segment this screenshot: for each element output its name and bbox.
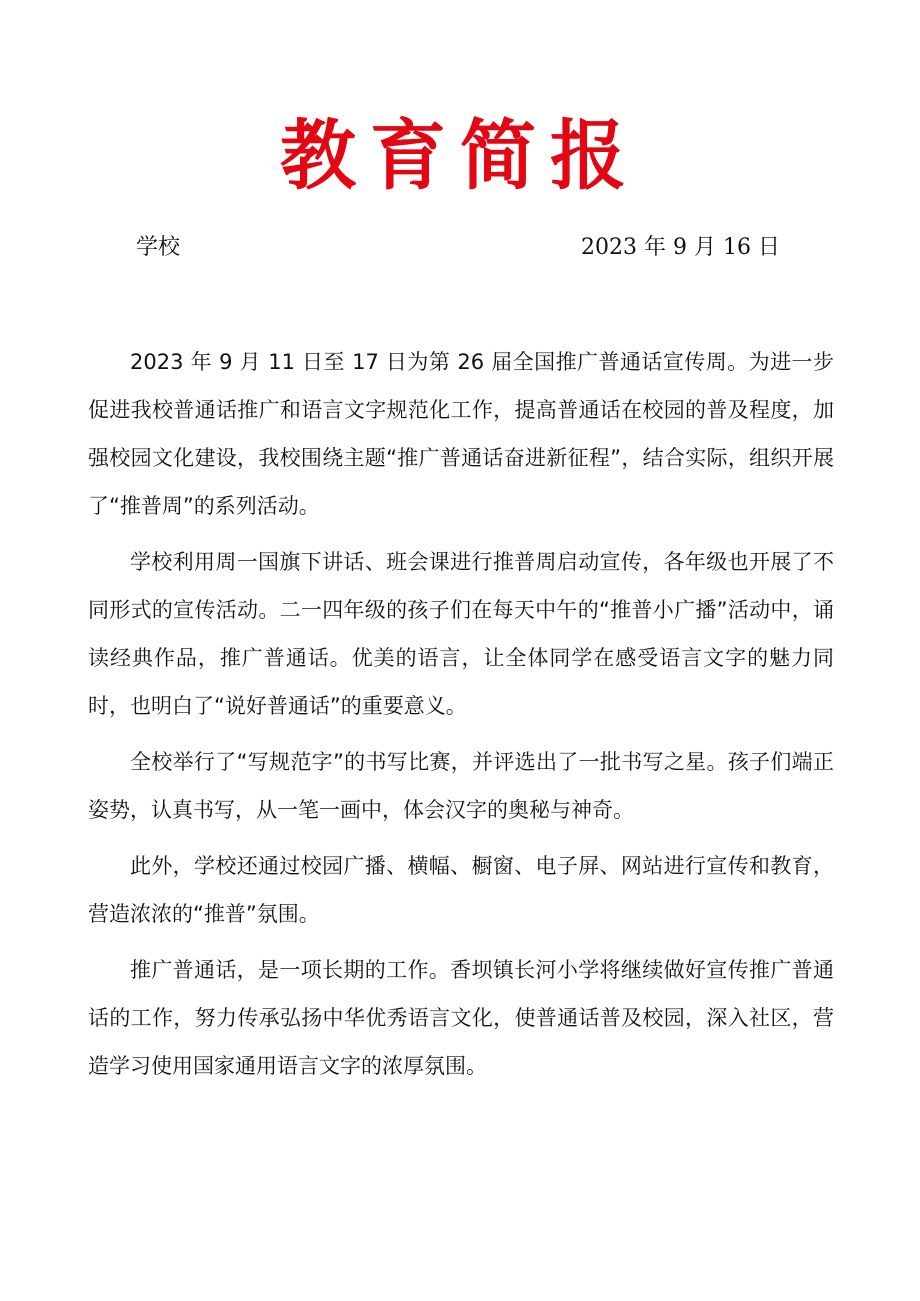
article-body [88,338,834,1098]
paragraph-writing-contest: 全校举行了“写规范字”的书写比赛，并评选出了一批书写之星。孩子们端正姿势，认真书写，从一笔一画中，体会汉字的奥秘与神奇。 [88,750,834,822]
school-name: 学校 [136,235,181,260]
paragraph-publicity: 此外，学校还通过校园广播、横幅、橱窗、电子屏、网站进行宣传和教育，营造浓浓的“推普”氛围。 [88,854,834,926]
issue-date: 2023 年 9 月 16 日 [581,235,780,260]
paragraph-conclusion: 推广普通话，是一项长期的工作。香坝镇长河小学将继续做好宣传推广普通话的工作，努力传承弘扬中华优秀语言文化，使普通话普及校园，深入社区，营造学习使用国家通用语言文字的浓厚氛围。 [88,958,834,1078]
paragraph-intro: 2023 年 9 月 11 日至 17 日为第 26 届全国推广普通话宣传周。为进一步促进我校普通话推广和语言文字规范化工作，提高普通话在校园的普及程度，加强校园文化建设，我校围绕主题“推广普通话奋进新征程”，结合实际，组织开展了“推普周”的系列活动。 [88,350,834,518]
paragraph-broadcast: 学校利用周一国旗下讲话、班会课进行推普周启动宣传，各年级也开展了不同形式的宣传活动。二一四年级的孩子们在每天中午的“推普小广播”活动中，诵读经典作品，推广普通话。优美的语言，让全体同学在感受语言文字的魅力同时，也明白了“说好普通话”的重要意义。 [88,550,834,718]
newsletter-title: 教育简报 [280,111,640,200]
